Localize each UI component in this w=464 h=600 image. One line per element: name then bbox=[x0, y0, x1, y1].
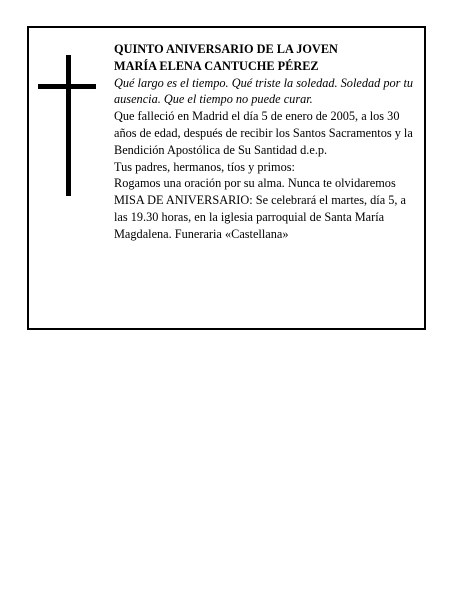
notice-heading-line-2: MARÍA ELENA CANTUCHE PÉREZ bbox=[114, 58, 319, 73]
notice-request: Rogamos una oración por su alma. Nunca te olvidaremos bbox=[114, 176, 396, 191]
notice-heading-line-1: QUINTO ANIVERSARIO DE LA JOVEN bbox=[114, 42, 338, 56]
cross-horizontal-bar bbox=[38, 84, 96, 89]
notice-body bbox=[114, 41, 420, 243]
cross-vertical-bar bbox=[66, 55, 71, 196]
notice-mass-details: MISA DE ANIVERSARIO: Se celebrará el martes, día 5, a las 19.30 horas, en la iglesia parroquial de Santa María Magdalena. Funeraria «Castellana» bbox=[114, 193, 406, 241]
notice-death-info: Que falleció en Madrid el día 5 de enero de 2005, a los 30 años de edad, después de recibir los Santos Sacramentos y la Bendición Apostólica de Su Santidad d.e.p. bbox=[114, 109, 413, 157]
notice-epigraph: Qué largo es el tiempo. Qué triste la soledad. Soledad por tu ausencia. Que el tiempo no puede curar. bbox=[114, 75, 414, 107]
notice-mourners: Tus padres, hermanos, tíos y primos: bbox=[114, 159, 295, 174]
